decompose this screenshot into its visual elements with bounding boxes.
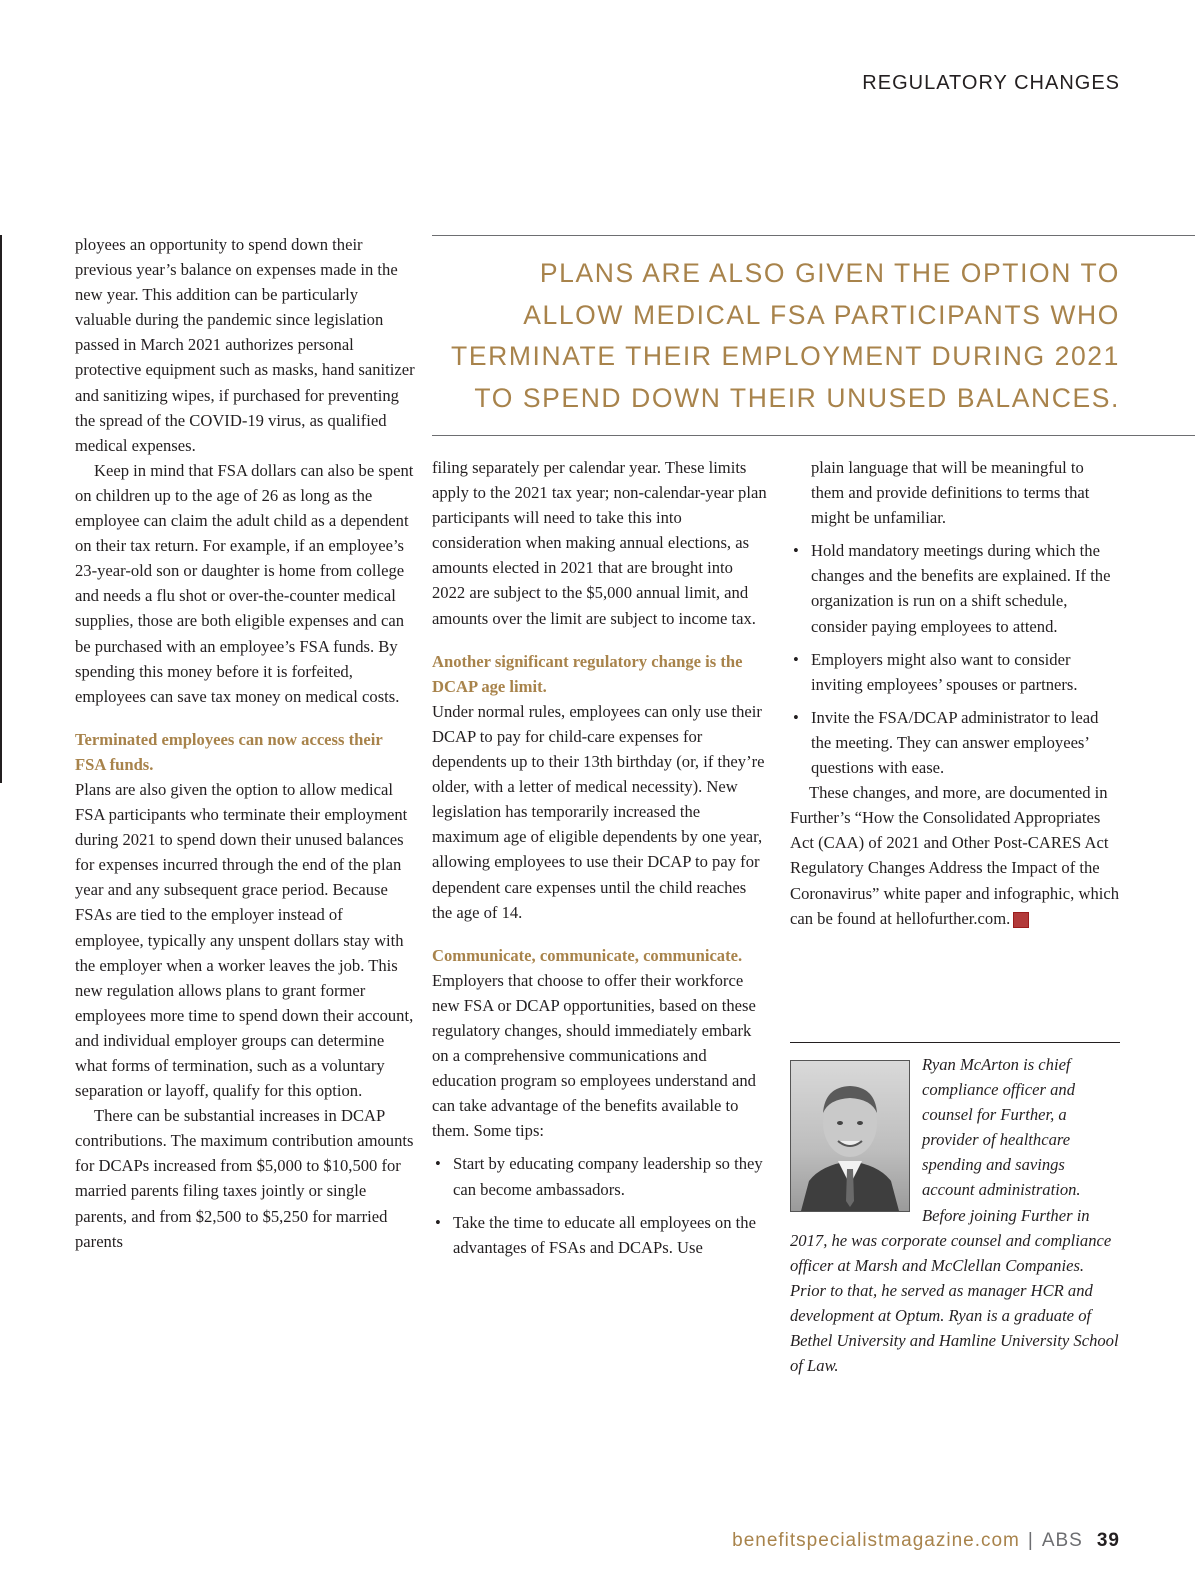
list-item: • Employers might also want to consider inviting employees’ spouses or partners. [790,647,1120,697]
footer-website: benefitspecialistmagazine.com [732,1530,1020,1551]
tips-list [432,1151,767,1259]
section-label: REGULATORY CHANGES [862,72,1120,94]
bio-rule [790,1042,1120,1043]
subheading: Communicate, communicate, communicate. [432,945,743,965]
subheading: Terminated employees can now access their FSA funds. [75,729,383,774]
page-number: 39 [1096,1530,1120,1551]
paragraph [790,780,1120,931]
subheading: Another significant regulatory change is the DCAP age limit. [432,651,743,696]
footer-separator: | [1027,1530,1034,1551]
list-item: • Hold mandatory meetings during which the changes and the benefits are explained. If the organization is run on a shift schedule, consider paying employees to attend. [790,538,1120,638]
paragraph: ployees an opportunity to spend down their previous year’s balance on expenses made in the new year. This addition can be particularly valuable during the pandemic since legislation passed in March 2021 authorizes personal protective equipment such as masks, hand sanitizer and sanitizing wipes, if purchased for preventing the spread of the COVID-19 virus, as qualified medical expenses. [75,235,415,455]
list-item-continuation: plain language that will be meaningful to them and provide definitions to terms that might be unfamiliar. [811,458,1090,528]
paragraph: Under normal rules, employees can only use their DCAP to pay for child-care expenses for dependents up to their 13th birthday (or, if they’re older, with a letter of medical necessity). New legislation has temporarily increased the maximum age of eligible dependents by one year, allowing employees to use their DCAP to pay for dependent care expenses until the child reaches the age of 14. [432,701,765,922]
paragraph: Employers that choose to offer their workforce new FSA or DCAP opportunities, based on these regulatory changes, should immediately embark on a comprehensive communications and education program so employees understand and can take advantage of the benefits available to them. Some tips: [432,970,756,1141]
margin-bar [0,235,2,783]
tips-list [790,538,1120,780]
pullquote-rule-top [432,235,1195,236]
article-column-1 [75,232,415,1254]
pullquote: PLANS ARE ALSO GIVEN THE OPTION TO ALLOW MEDICAL FSA PARTICIPANTS WHO TERMINATE THEIR EMPLOYMENT DURING 2021 TO SPEND DOWN THEIR UNUSED BALANCES. [451,258,1120,413]
paragraph: Plans are also given the option to allow medical FSA participants who terminate their employment during 2021 to spend down their unused balances for expenses incurred through the end of the plan year and any subsequent grace period. Because FSAs are tied to the employer instead of employee, typically any unspent dollars stay with the employer when a worker leaves the job. This new regulation allows plans to grant former employees more time to spend down their account, and individual employer groups can determine what forms of termination, such as a voluntary separation or layoff, qualify for this option. [75,779,414,1101]
footer-publication: ABS [1041,1530,1083,1551]
paragraph: There can be substantial increases in DCAP contributions. The maximum contribution amounts for DCAPs increased from $5,000 to $10,500 for married parents filing taxes jointly or single parents, and from $2,500 to $5,250 for married parents [75,1106,414,1251]
paragraph: Keep in mind that FSA dollars can also be spent on children up to the age of 26 as long as the employee can claim the adult child as a dependent on their tax return. For example, if an employee’s 23-year-old son or daughter is home from college and needs a flu shot or over-the-counter medical supplies, those are both eligible expenses and can be purchased with an employee’s FSA funds. By spending this money before it is forfeited, employees can save tax money on medical costs. [75,460,414,706]
article-column-3 [790,455,1120,931]
list-item: • Invite the FSA/DCAP administrator to lead the meeting. They can answer employees’ questions with ease. [790,705,1120,780]
article-column-2 [432,455,767,1268]
paragraph: filing separately per calendar year. These limits apply to the 2021 tax year; non-calendar-year plan participants will need to take this into consideration when making annual elections, as amounts elected in 2021 that are brought into 2022 are subject to the $5,000 annual limit, and amounts over the limit are subject to income tax. [432,458,767,628]
author-bio-text: Ryan McArton is chief compliance officer and counsel for Further, a provider of healthcare spending and savings account administration. Before joining Further in 2017, he was corporate counsel and compliance officer at Marsh and McClellan Companies. Prior to that, he served as manager HCR and development at Optum. Ryan is a graduate of Bethel University and Hamline University School of Law. [790,1055,1119,1376]
page-footer [732,1530,1120,1552]
pullquote-rule-bottom [432,435,1195,436]
end-mark-icon: ⌂ [1013,912,1029,928]
closing-paragraph-text: These changes, and more, are documented in Further’s “How the Consolidated Appropriates Act (CAA) of 2021 and Other Post-CARES Act Regulatory Changes Address the Impact of the Coronavirus” white paper and infographic, which can be found at hellofurther.com. [790,783,1120,928]
list-item: • Take the time to educate all employees on the advantages of FSAs and DCAPs. Use [432,1210,767,1260]
author-bio [790,1052,1120,1378]
list-item: • Start by educating company leadership so they can become ambassadors. [432,1151,767,1201]
